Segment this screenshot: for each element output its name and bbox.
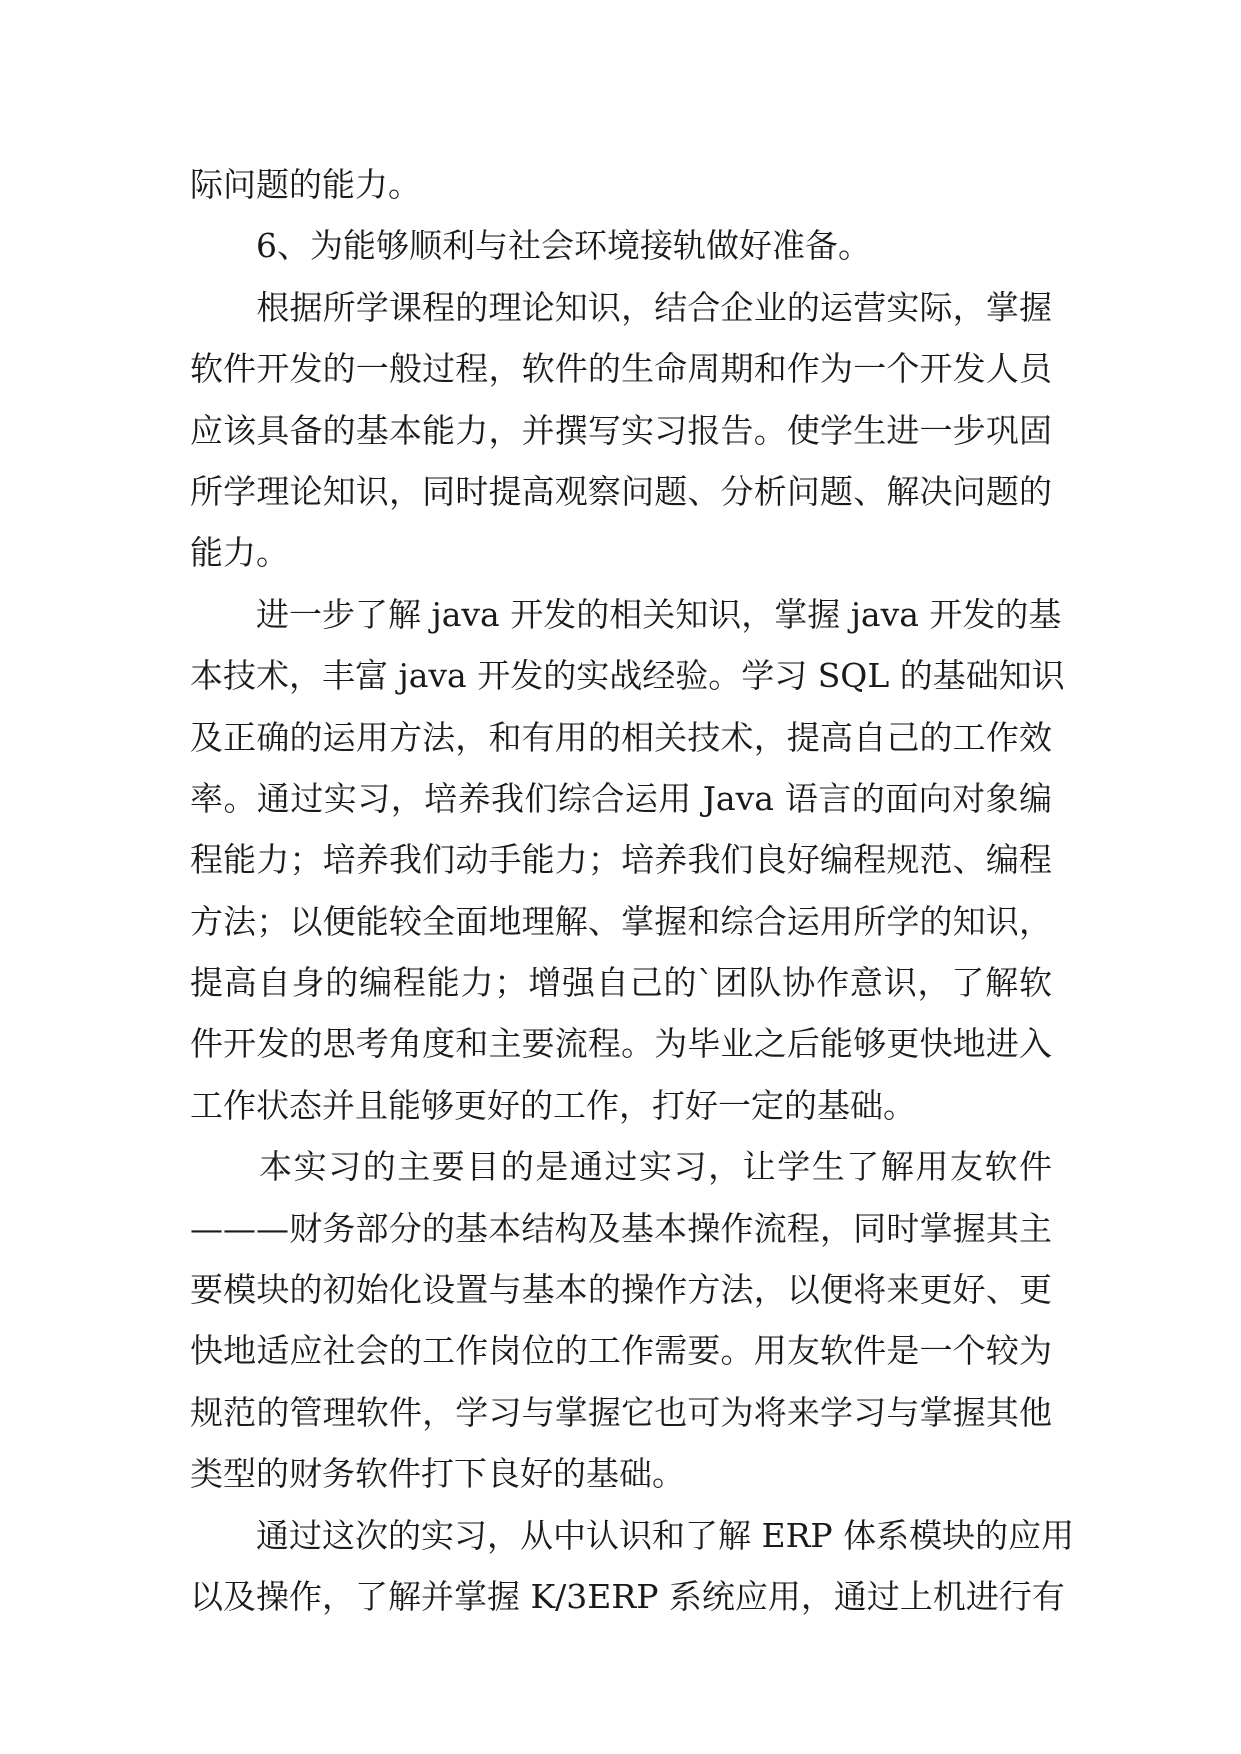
text-line: 能力。 [190,533,289,573]
text-line: 类型的财务软件打下良好的基础。 [190,1454,685,1494]
text-line: 以及操作，了解并掌握 K/3ERP 系统应用，通过上机进行有 [190,1576,1065,1616]
text-line: 率。通过实习，培养我们综合运用 Java 语言的面向对象编 [190,778,1052,818]
text-line: 快地适应社会的工作岗位的工作需要。用友软件是一个较为 [190,1331,1052,1371]
text-line: 际问题的能力。 [190,165,421,204]
text-line: 所学理论知识，同时提高观察问题、分析问题、解决问题的 [190,471,1052,511]
text-line: 及正确的运用方法，和有用的相关技术，提高自己的工作效 [190,717,1052,757]
text-line: 软件开发的一般过程，软件的生命周期和作为一个开发人员 [190,349,1052,389]
text-line: 要模块的初始化设置与基本的操作方法，以便将来更好、更 [190,1270,1052,1310]
text-line: 根据所学课程的理论知识，结合企业的运营实际，掌握 [190,287,1052,327]
document-body [190,154,1075,1627]
text-line: 进一步了解 java 开发的相关知识，掌握 java 开发的基 [190,594,1062,634]
text-line: 方法；以便能较全面地理解、掌握和综合运用所学的知识， [190,901,1052,941]
text-line: 通过这次的实习，从中认识和了解 ERP 体系模块的应用 [190,1515,1075,1555]
text-line: 本实习的主要目的是通过实习，让学生了解用友软件 [190,1147,1052,1187]
text-line: 提高自身的编程能力；增强自己的`团队协作意识，了解软 [190,963,1052,1003]
text-line: 程能力；培养我们动手能力；培养我们良好编程规范、编程 [190,840,1052,880]
text-line: 6、为能够顺利与社会环境接轨做好准备。 [190,226,871,266]
text-line: 工作状态并且能够更好的工作，打好一定的基础。 [190,1085,916,1125]
text-line: 规范的管理软件，学习与掌握它也可为将来学习与掌握其他 [190,1392,1052,1432]
text-line: 应该具备的基本能力，并撰写实习报告。使学生进一步巩固 [190,410,1052,450]
text-line: 本技术，丰富 java 开发的实战经验。学习 SQL 的基础知识 [190,656,1065,696]
text-line: 件开发的思考角度和主要流程。为毕业之后能够更快地进入 [190,1024,1052,1064]
text-line: ———财务部分的基本结构及基本操作流程，同时掌握其主 [190,1208,1052,1248]
